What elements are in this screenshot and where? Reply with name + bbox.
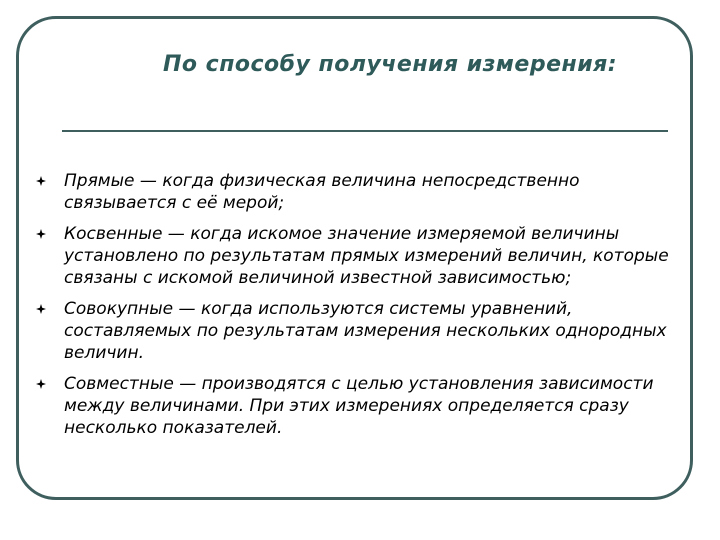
list-item (36, 170, 686, 214)
diamond-bullet-icon (36, 229, 46, 239)
list-item-text: Косвенные — когда искомое значение измеряемой величины установлено по результатам прямых измерений величин, которые связаны с искомой величиной известной зависимостью; (64, 224, 669, 288)
diamond-bullet-icon (36, 304, 46, 314)
bullet-list (36, 170, 686, 448)
title-divider (62, 130, 668, 132)
list-item-text: Совместные — производятся с целью установления зависимости между величинами. При этих измерениях определяется сразу несколько показателей. (64, 374, 654, 438)
diamond-bullet-icon (36, 379, 46, 389)
list-item (36, 223, 686, 289)
list-item-text: Прямые — когда физическая величина непосредственно связывается с её мерой; (64, 171, 580, 213)
slide-title: По способу получения измерения: (162, 52, 618, 77)
list-item (36, 373, 686, 439)
diamond-bullet-icon (36, 176, 46, 186)
list-item-text: Совокупные — когда используются системы уравнений, составляемых по результатам измерения нескольких однородных величин. (64, 299, 667, 363)
list-item (36, 298, 686, 364)
